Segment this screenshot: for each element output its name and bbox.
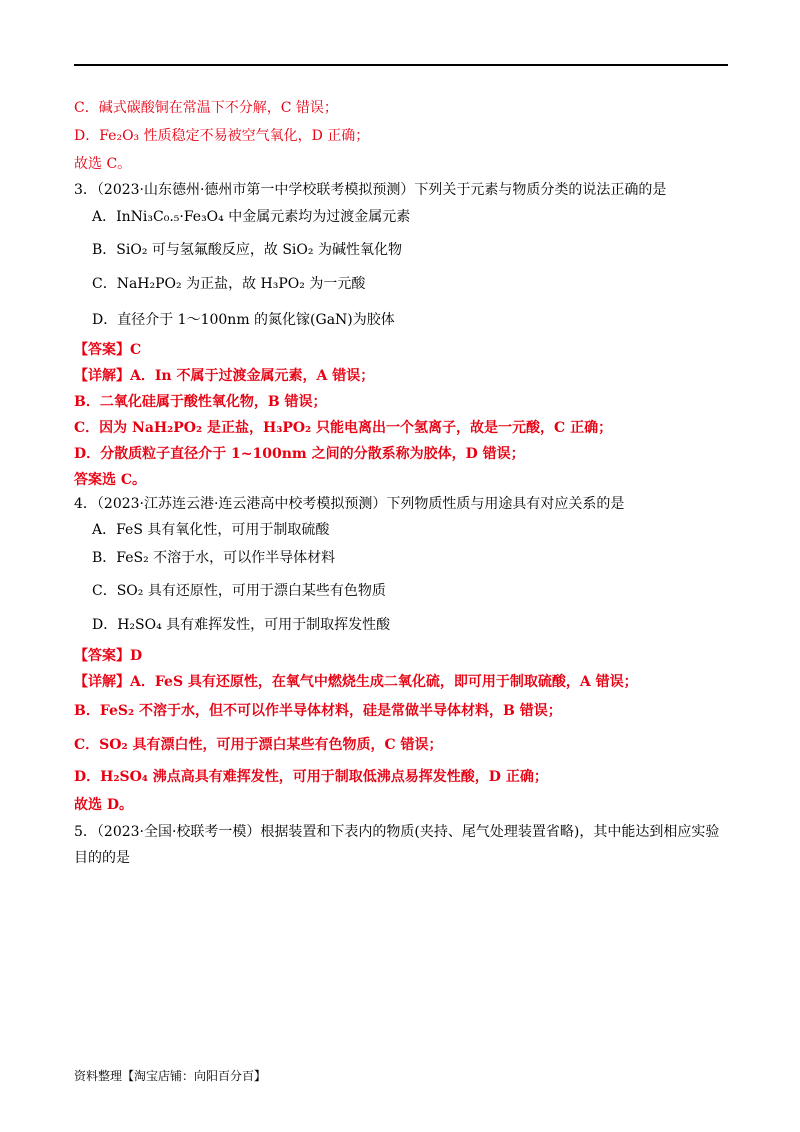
question-3-option-b: B．SiO₂ 可与氢氟酸反应，故 SiO₂ 为碱性氧化物	[92, 242, 402, 258]
question-3-answer: 【答案】C	[74, 342, 142, 358]
prev-conclusion: 故选 C。	[74, 156, 132, 172]
question-4-stem: 4．（2023·江苏连云港·连云港高中校考模拟预测）下列物质性质与用途具有对应关系的是	[74, 496, 625, 512]
question-3-option-d: D．直径介于 1～100nm 的氮化镓(GaN)为胶体	[92, 312, 395, 328]
question-4-conclusion: 故选 D。	[74, 797, 134, 813]
page-footer: 资料整理【淘宝店铺：向阳百分百】	[74, 1069, 267, 1083]
question-4-option-d: D．H₂SO₄ 具有难挥发性，可用于制取挥发性酸	[92, 617, 391, 633]
prev-option-d-explanation: D．Fe₂O₃ 性质稳定不易被空气氧化，D 正确；	[74, 128, 370, 144]
question-4-option-b: B．FeS₂ 不溶于水，可以作半导体材料	[92, 550, 336, 566]
question-3-explanation-d: D．分散质粒子直径介于 1~100nm 之间的分散系称为胶体，D 错误；	[74, 446, 525, 462]
question-3-conclusion: 答案选 C。	[74, 472, 147, 488]
question-4-option-a: A．FeS 具有氧化性，可用于制取硫酸	[92, 522, 330, 538]
question-4-explanation-d: D．H₂SO₄ 沸点高具有难挥发性，可用于制取低沸点易挥发性酸，D 正确；	[74, 769, 548, 785]
prev-option-c-explanation: C．碱式碳酸铜在常温下不分解，C 错误；	[74, 100, 338, 116]
question-4-answer: 【答案】D	[74, 648, 143, 664]
question-4-explanation-b: B．FeS₂ 不溶于水，但不可以作半导体材料，硅是常做半导体材料，B 错误；	[74, 703, 562, 719]
question-3-explanation-b: B．二氧化硅属于酸性氧化物，B 错误；	[74, 394, 327, 410]
question-5-stem-line-1: 5．（2023·全国·校联考一模）根据装置和下表内的物质(夹持、尾气处理装置省略)，其中能达到相应实验	[74, 824, 720, 840]
question-3-option-a: A．InNi₃C₀.₅·Fe₃O₄ 中金属元素均为过渡金属元素	[92, 209, 411, 225]
question-3-explanation-a: 【详解】A．In 不属于过渡金属元素，A 错误；	[74, 368, 375, 384]
question-3-explanation-c: C．因为 NaH₂PO₂ 是正盐，H₃PO₂ 只能电离出一个氢离子，故是一元酸，C 正确；	[74, 420, 613, 436]
question-4-option-c: C．SO₂ 具有还原性，可用于漂白某些有色物质	[92, 583, 386, 599]
header-rule	[74, 64, 728, 66]
question-4-explanation-a: 【详解】A．FeS 具有还原性，在氧气中燃烧生成二氧化硫，即可用于制取硫酸，A 错误；	[74, 674, 638, 690]
question-3-option-c: C．NaH₂PO₂ 为正盐，故 H₃PO₂ 为一元酸	[92, 276, 366, 292]
question-5-stem-line-2: 目的的是	[74, 850, 130, 866]
question-4-explanation-c: C．SO₂ 具有漂白性，可用于漂白某些有色物质，C 错误；	[74, 737, 443, 753]
question-3-stem: 3．（2023·山东德州·德州市第一中学校联考模拟预测）下列关于元素与物质分类的说法正确的是	[74, 182, 667, 198]
